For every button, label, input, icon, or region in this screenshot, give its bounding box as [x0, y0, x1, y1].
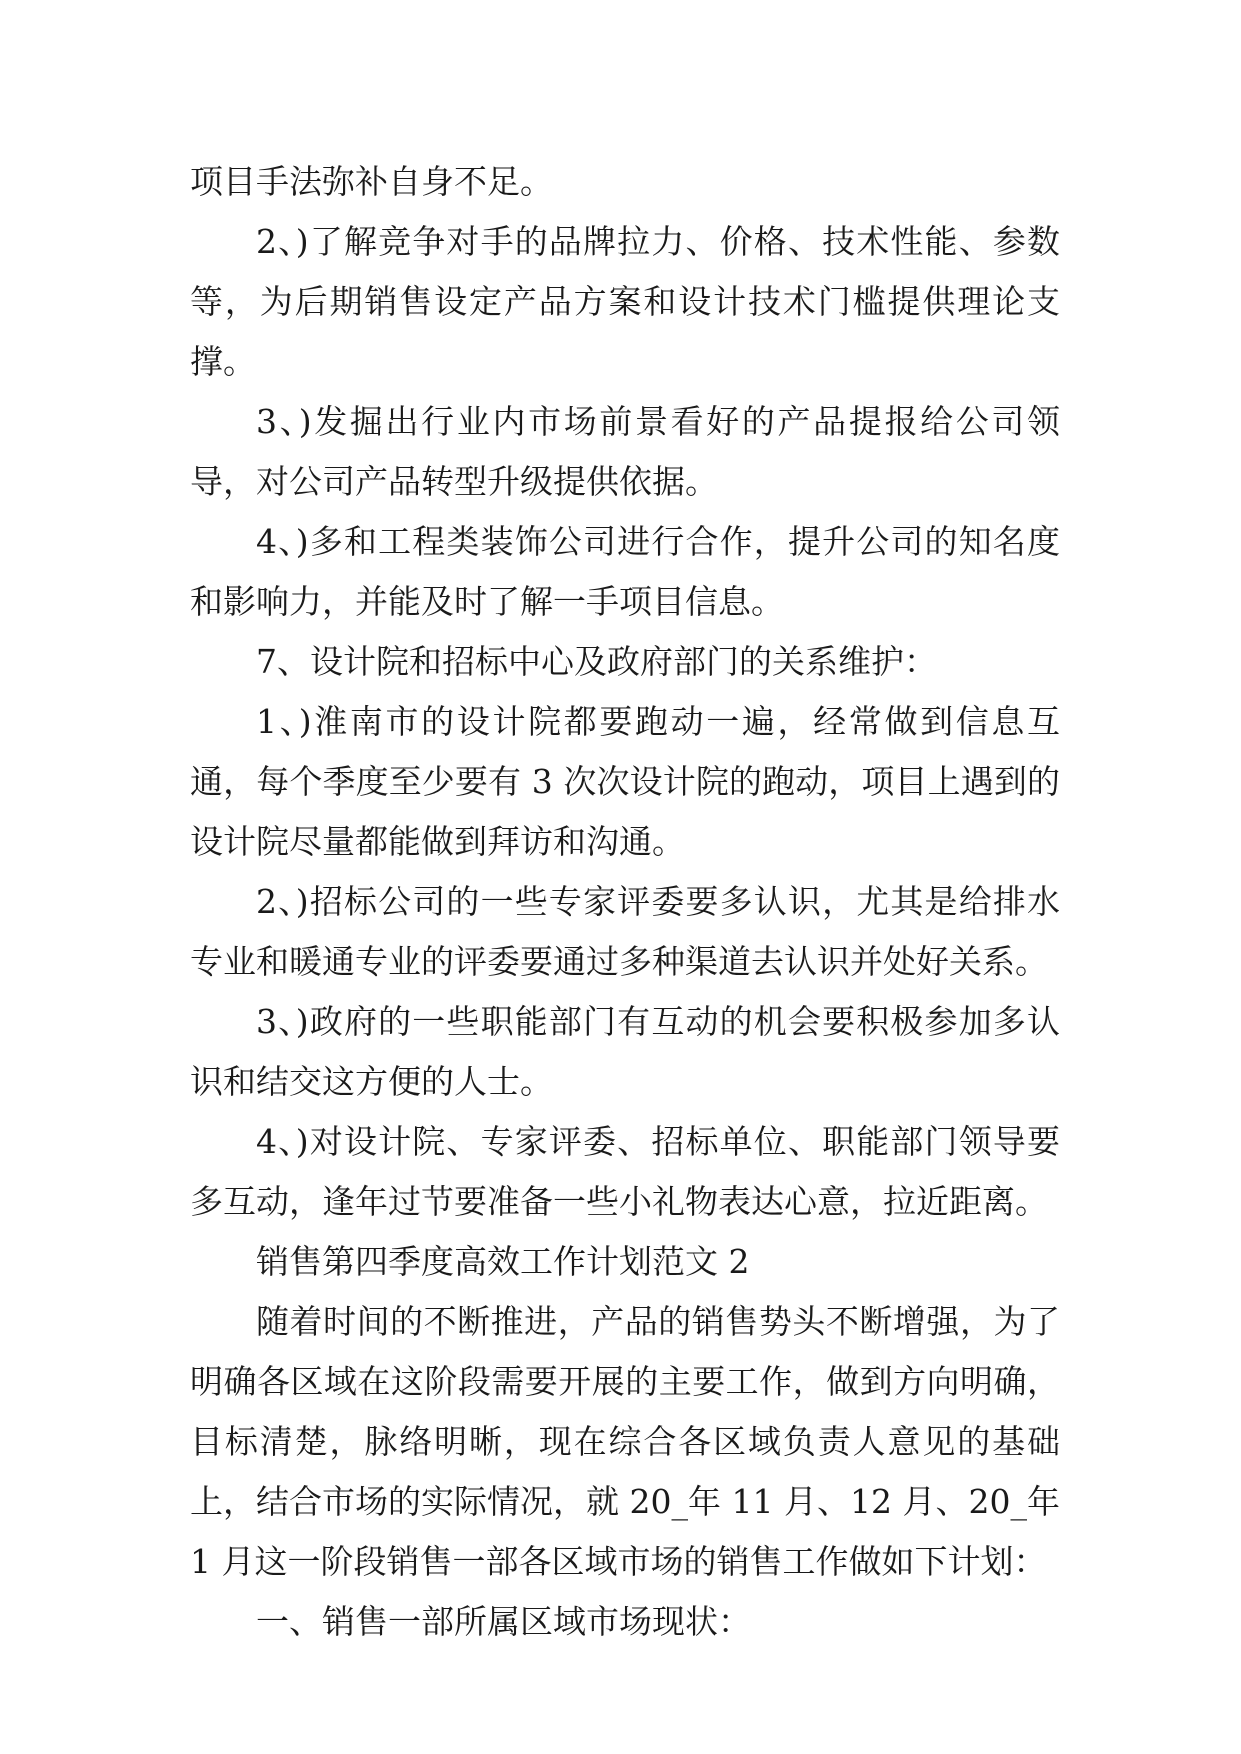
section-heading-7: 7、设计院和招标中心及政府部门的关系维护： [256, 642, 937, 681]
paragraph-item-2: 2、)了解竞争对手的品牌拉力、价格、技术性能、参数等，为后期销售设定产品方案和设计技术门槛提供理论支撑。 [190, 222, 1060, 381]
document-subtitle: 销售第四季度高效工作计划范文 2 [256, 1242, 750, 1281]
paragraph-item-2b: 2、)招标公司的一些专家评委要多认识，尤其是给排水专业和暖通专业的评委要通过多种渠道去认识并处好关系。 [190, 882, 1060, 981]
paragraph-item-3: 3、)发掘出行业内市场前景看好的产品提报给公司领导，对公司产品转型升级提供依据。 [190, 402, 1060, 501]
document-body [190, 152, 1060, 1652]
section-heading-1: 一、销售一部所属区域市场现状： [256, 1602, 751, 1641]
paragraph-continuation: 项目手法弥补自身不足。 [190, 162, 553, 201]
paragraph-item-4: 4、)多和工程类装饰公司进行合作，提升公司的知名度和影响力，并能及时了解一手项目信息。 [190, 522, 1060, 621]
paragraph-item-4b: 4、)对设计院、专家评委、招标单位、职能部门领导要多互动，逢年过节要准备一些小礼物表达心意，拉近距离。 [190, 1122, 1060, 1221]
paragraph-item-3b: 3、)政府的一些职能部门有互动的机会要积极参加多认识和结交这方便的人士。 [190, 1002, 1060, 1101]
paragraph-item-1: 1、)淮南市的设计院都要跑动一遍，经常做到信息互通，每个季度至少要有 3 次次设计院的跑动，项目上遇到的设计院尽量都能做到拜访和沟通。 [190, 702, 1060, 861]
paragraph-intro: 随着时间的不断推进，产品的销售势头不断增强，为了明确各区域在这阶段需要开展的主要工作，做到方向明确，目标清楚，脉络明晰，现在综合各区域负责人意见的基础上，结合市场的实际情况，就 20_年 11 月、12 月、20_年 1 月这一阶段销售一部各区域市场的销售工作做如下计划： [190, 1302, 1060, 1581]
